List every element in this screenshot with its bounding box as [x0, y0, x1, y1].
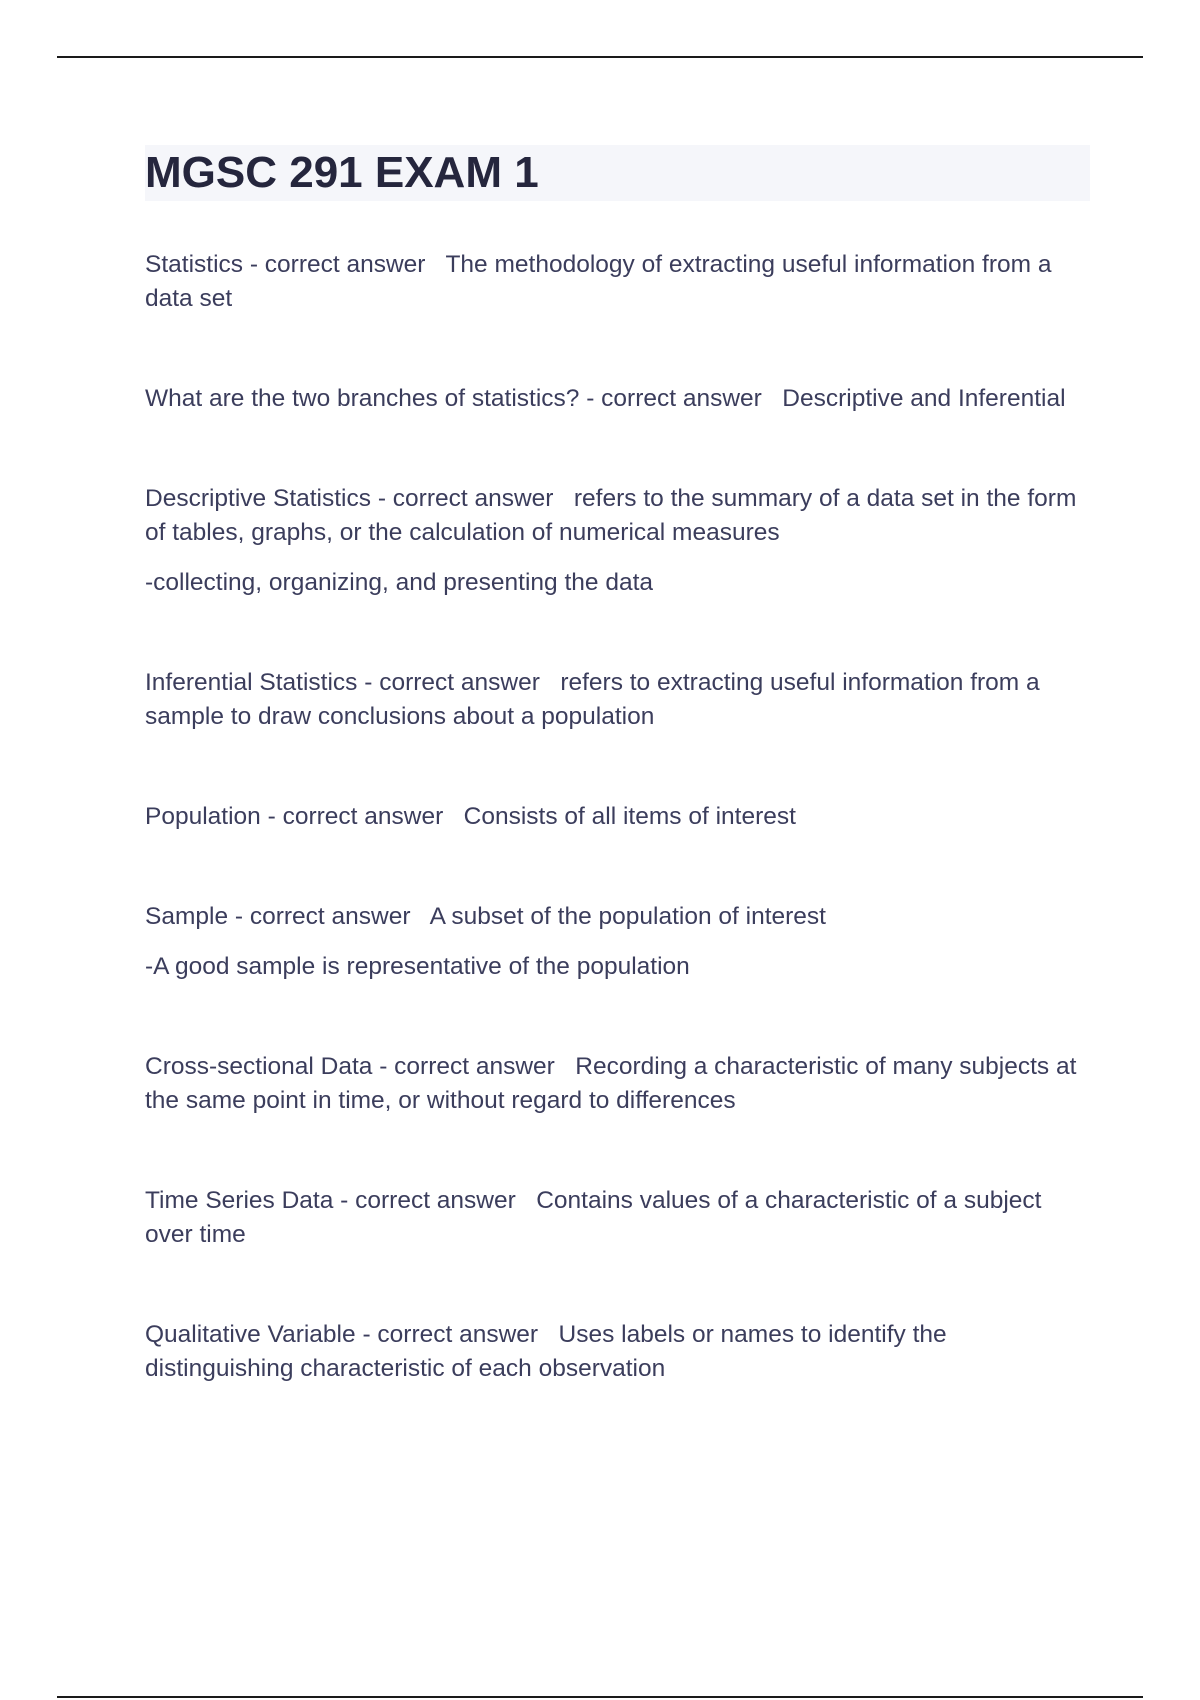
qa-entry: [145, 666, 1090, 734]
answer-text: Contains values of a characteristic of a subject over time: [145, 1187, 1042, 1248]
qa-entry: [145, 482, 1090, 600]
answer-text: Recording a characteristic of many subjects at the same point in time, or without regard to differences: [145, 1053, 1077, 1114]
term: Population: [145, 803, 261, 830]
qa-entry: [145, 900, 1090, 984]
answer-label: - correct answer: [249, 251, 426, 278]
document-body: [145, 145, 1090, 1452]
answer-label: - correct answer: [377, 485, 554, 512]
qa-line: [145, 1318, 1090, 1386]
qa-line: [145, 900, 1090, 934]
term: What are the two branches of statistics?: [145, 385, 580, 412]
term: Sample: [145, 903, 229, 930]
term: Descriptive Statistics: [145, 485, 372, 512]
answer-text: A subset of the population of interest: [429, 903, 826, 930]
qa-line: [145, 1050, 1090, 1118]
qa-line: [145, 666, 1090, 734]
qa-entry: [145, 1050, 1090, 1118]
answer-label: - correct answer: [379, 1053, 555, 1080]
qa-line: [145, 248, 1090, 316]
term: Statistics: [145, 251, 244, 278]
answer-label: - correct answer: [234, 903, 411, 930]
qa-entry: [145, 1184, 1090, 1252]
qa-entry: [145, 1318, 1090, 1386]
qa-line: [145, 1184, 1090, 1252]
term: Cross-sectional Data: [145, 1053, 373, 1080]
answer-label: - correct answer: [267, 803, 444, 830]
answer-text: Descriptive and Inferential: [782, 385, 1066, 412]
answer-text: refers to the summary of a data set in the form of tables, graphs, or the calculation of numerical measures: [145, 485, 1077, 546]
answer-text: refers to extracting useful information from a sample to draw conclusions about a population: [145, 669, 1040, 730]
answer-text: The methodology of extracting useful information from a data set: [145, 251, 1052, 312]
qa-line: [145, 800, 1090, 834]
answer-label: - correct answer: [364, 669, 540, 696]
qa-line: [145, 482, 1090, 550]
answer-note: -collecting, organizing, and presenting the data: [145, 569, 654, 596]
answer-label: - correct answer: [340, 1187, 516, 1214]
top-rule: [57, 56, 1143, 58]
qa-entry: [145, 248, 1090, 316]
term: Qualitative Variable: [145, 1321, 356, 1348]
qa-entry: [145, 800, 1090, 834]
bottom-rule: [57, 1696, 1143, 1698]
answer-text: Uses labels or names to identify the distinguishing characteristic of each observation: [145, 1321, 947, 1382]
page-title: MGSC 291 EXAM 1: [145, 145, 1090, 201]
answer-note: -A good sample is representative of the population: [145, 953, 690, 980]
term: Inferential Statistics: [145, 669, 358, 696]
qa-line: [145, 382, 1090, 416]
answer-label: - correct answer: [586, 385, 762, 412]
answer-text: Consists of all items of interest: [463, 803, 796, 830]
term: Time Series Data: [145, 1187, 334, 1214]
qa-entry: [145, 382, 1090, 416]
answer-label: - correct answer: [362, 1321, 539, 1348]
